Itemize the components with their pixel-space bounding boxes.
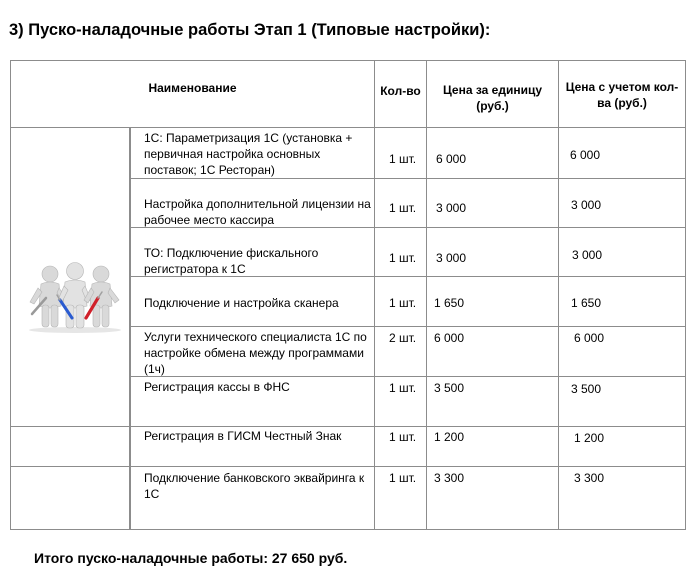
table-border-bottom xyxy=(10,529,686,530)
row-1-qty: 1 шт. xyxy=(389,152,417,166)
row-2-total: 3 000 xyxy=(571,198,602,212)
row-divider-1 xyxy=(130,178,686,179)
header-total-price-line1: Цена с учетом кол- xyxy=(565,80,679,94)
right-figure xyxy=(84,266,119,327)
col-divider-qty xyxy=(426,60,427,530)
row-7-total: 1 200 xyxy=(574,431,605,445)
row-8-qty: 1 шт. xyxy=(389,471,417,485)
row-4-price: 1 650 xyxy=(434,296,465,310)
table-border-top xyxy=(10,60,686,61)
three-figures-tools-illustration xyxy=(24,262,126,334)
row-4-total: 1 650 xyxy=(571,296,602,310)
row-8-total: 3 300 xyxy=(574,471,605,485)
row-2-name: Настройка дополнительной лицензии на рабочее место кассира xyxy=(144,197,371,227)
row-7-price: 1 200 xyxy=(434,430,465,444)
row-divider-6 xyxy=(10,426,686,427)
col-divider-image xyxy=(129,127,131,530)
row-5-name: Услуги технического специалиста 1С по настройке обмена между программами (1ч) xyxy=(144,330,367,376)
row-8-price: 3 300 xyxy=(434,471,465,485)
section-title: 3) Пуско-наладочные работы Этап 1 (Типовые настройки): xyxy=(9,21,491,39)
row-3-qty: 1 шт. xyxy=(389,251,417,265)
header-unit-price-line2: (руб.) xyxy=(476,99,509,113)
row-6-price: 3 500 xyxy=(434,381,465,395)
row-3-total: 3 000 xyxy=(572,248,603,262)
row-1-name: 1С: Параметризация 1С (установка + первичная настройка основных поставок; 1С Ресторан) xyxy=(144,131,353,177)
total-summary: Итого пуско-наладочные работы: 27 650 руб. xyxy=(34,550,348,566)
row-3-price: 3 000 xyxy=(436,251,467,265)
header-unit-price-line1: Цена за единицу xyxy=(443,83,542,97)
row-1-price: 6 000 xyxy=(436,152,467,166)
row-2-price: 3 000 xyxy=(436,201,467,215)
header-qty: Кол-во xyxy=(380,84,421,98)
row-5-total: 6 000 xyxy=(574,331,605,345)
row-7-name: Регистрация в ГИСМ Честный Знак xyxy=(144,429,342,443)
row-divider-4 xyxy=(130,326,686,327)
row-divider-7 xyxy=(10,466,686,467)
header-total-price-line2: ва (руб.) xyxy=(597,96,647,110)
table-border-left xyxy=(10,60,11,530)
row-4-qty: 1 шт. xyxy=(389,296,417,310)
row-5-price: 6 000 xyxy=(434,331,465,345)
row-7-qty: 1 шт. xyxy=(389,430,417,444)
row-8-name: Подключение банковского эквайринга к 1С xyxy=(144,471,365,501)
row-2-qty: 1 шт. xyxy=(389,201,417,215)
header-total-price xyxy=(559,79,685,111)
row-1-total: 6 000 xyxy=(570,148,601,162)
row-3-name: ТО: Подключение фискального регистратора к 1С xyxy=(144,246,319,276)
header-unit-price xyxy=(427,82,558,114)
header-name: Наименование xyxy=(148,81,237,95)
table-border-right xyxy=(685,60,686,530)
row-6-qty: 1 шт. xyxy=(389,381,417,395)
row-6-name: Регистрация кассы в ФНС xyxy=(144,380,290,394)
row-6-total: 3 500 xyxy=(571,382,602,396)
col-divider-price xyxy=(558,60,559,530)
row-4-name: Подключение и настройка сканера xyxy=(144,296,339,310)
header-divider xyxy=(10,127,686,128)
row-5-qty: 2 шт. xyxy=(389,331,417,345)
